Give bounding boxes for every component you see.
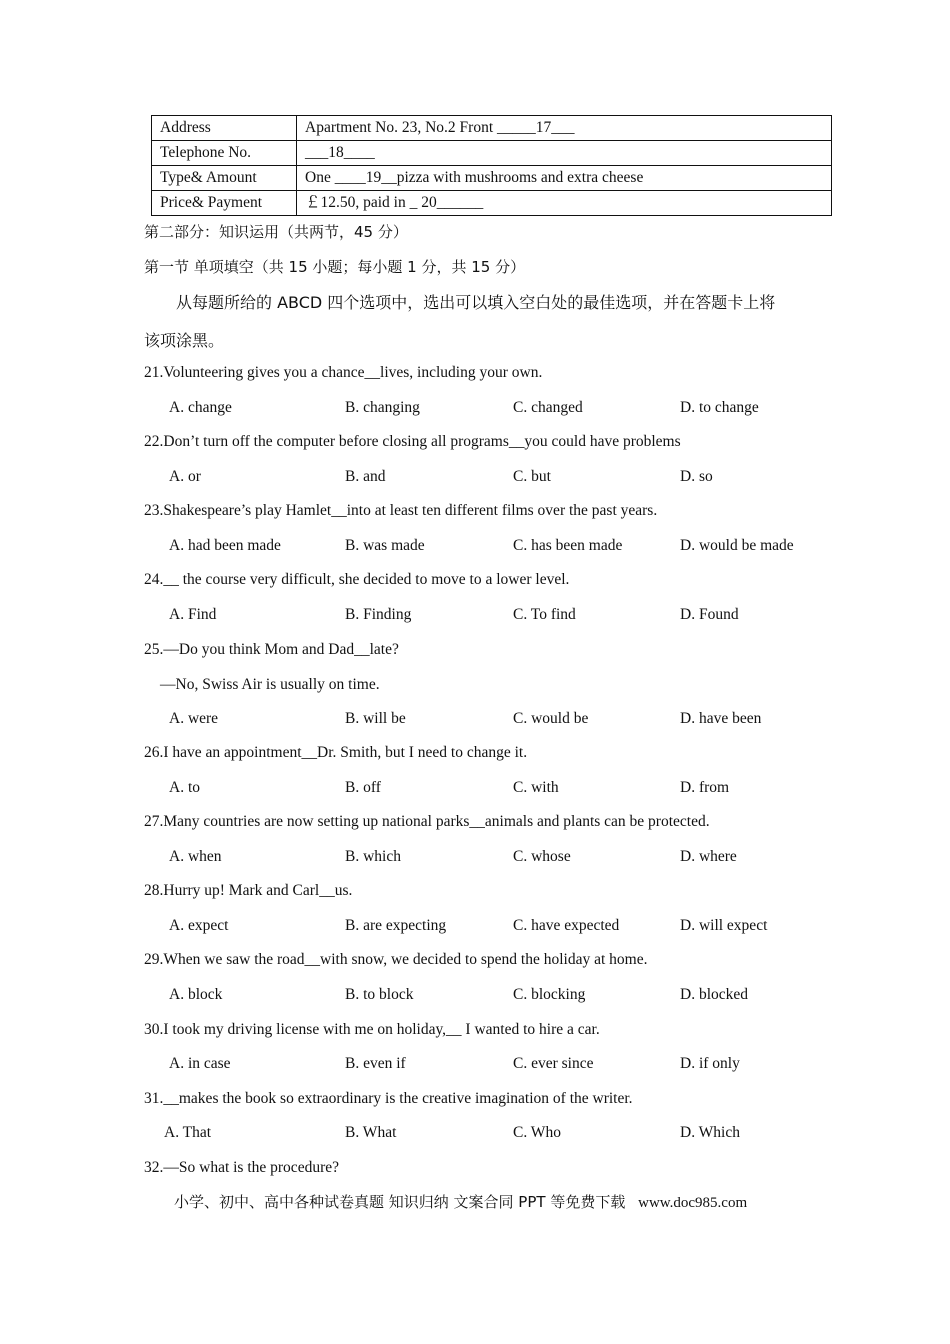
option-c: C. have expected <box>513 917 620 934</box>
option-a: A. Find <box>169 606 217 623</box>
option-b: B. are expecting <box>345 917 447 934</box>
row-label: Type& Amount <box>152 166 297 191</box>
question-26: 26.I have an appointment__Dr. Smith, but I need to change it. <box>144 744 528 761</box>
option-d: D. will expect <box>680 917 768 934</box>
option-d: D. Which <box>680 1124 740 1141</box>
table-row <box>152 141 832 166</box>
row-value: Apartment No. 23, No.2 Front _____17___ <box>297 116 832 141</box>
question-29: 29.When we saw the road__with snow, we decided to spend the holiday at home. <box>144 951 648 968</box>
option-c: C. To find <box>513 606 576 623</box>
question-25: 25.—Do you think Mom and Dad__late? <box>144 641 399 658</box>
row-label: Address <box>152 116 297 141</box>
row-value: One ____19__pizza with mushrooms and extra cheese <box>297 166 832 191</box>
option-b: B. even if <box>345 1055 406 1072</box>
option-d: D. where <box>680 848 737 865</box>
table-row <box>152 191 832 216</box>
instruction-line-1: 从每题所给的 ABCD 四个选项中，选出可以填入空白处的最佳选项，并在答题卡上将 <box>176 293 776 312</box>
question-22: 22.Don’t turn off the computer before closing all programs__you could have problems <box>144 433 681 450</box>
option-b: B. changing <box>345 399 420 416</box>
page-footer <box>174 1191 747 1212</box>
option-b: B. will be <box>345 710 406 727</box>
footer-text: 小学、初中、高中各种试卷真题 知识归纳 文案合同 PPT 等免费下载 <box>174 1193 626 1211</box>
section1-title: 第一节 单项填空（共 15 小题；每小题 1 分，共 15 分） <box>144 258 526 276</box>
table-row <box>152 166 832 191</box>
row-label: Price& Payment <box>152 191 297 216</box>
option-c: C. has been made <box>513 537 623 554</box>
option-a: A. to <box>169 779 200 796</box>
option-a: A. expect <box>169 917 229 934</box>
option-d: D. would be made <box>680 537 794 554</box>
option-b: B. What <box>345 1124 397 1141</box>
option-a: A. or <box>169 468 201 485</box>
order-form-table <box>151 115 832 216</box>
option-d: D. if only <box>680 1055 740 1072</box>
question-21: 21.Volunteering gives you a chance__lives, including your own. <box>144 364 543 381</box>
option-d: D. blocked <box>680 986 749 1003</box>
question-23: 23.Shakespeare’s play Hamlet__into at least ten different films over the past years. <box>144 502 658 519</box>
part2-title: 第二部分：知识运用（共两节，45 分） <box>144 223 408 241</box>
option-d: D. to change <box>680 399 759 416</box>
row-value: ___18____ <box>297 141 832 166</box>
option-c: C. blocking <box>513 986 586 1003</box>
table-row <box>152 116 832 141</box>
option-b: B. was made <box>345 537 425 554</box>
question-32: 32.—So what is the procedure? <box>144 1159 339 1176</box>
question-30: 30.I took my driving license with me on holiday,__ I wanted to hire a car. <box>144 1021 600 1038</box>
option-b: B. which <box>345 848 401 865</box>
option-c: C. ever since <box>513 1055 594 1072</box>
option-c: C. changed <box>513 399 583 416</box>
option-a: A. when <box>169 848 222 865</box>
option-a: A. in case <box>169 1055 231 1072</box>
option-d: D. Found <box>680 606 739 623</box>
instruction-line-2: 该项涂黑。 <box>144 331 225 350</box>
row-label: Telephone No. <box>152 141 297 166</box>
option-c: C. with <box>513 779 559 796</box>
option-c: C. but <box>513 468 551 485</box>
option-b: B. to block <box>345 986 414 1003</box>
option-b: B. Finding <box>345 606 412 623</box>
option-d: D. from <box>680 779 730 796</box>
option-c: C. Who <box>513 1124 561 1141</box>
option-c: C. whose <box>513 848 571 865</box>
option-a: A. That <box>164 1124 212 1141</box>
option-a: A. were <box>169 710 219 727</box>
question-24: 24.__ the course very difficult, she decided to move to a lower level. <box>144 571 570 588</box>
row-value: ￡12.50, paid in _ 20______ <box>297 191 832 216</box>
option-b: B. and <box>345 468 386 485</box>
question-28: 28.Hurry up! Mark and Carl__us. <box>144 882 353 899</box>
option-a: A. had been made <box>169 537 281 554</box>
question-27: 27.Many countries are now setting up national parks__animals and plants can be protected. <box>144 813 710 830</box>
question-25-reply: —No, Swiss Air is usually on time. <box>160 676 380 693</box>
option-d: D. have been <box>680 710 762 727</box>
option-d: D. so <box>680 468 713 485</box>
option-a: A. block <box>169 986 223 1003</box>
question-31: 31.__makes the book so extraordinary is the creative imagination of the writer. <box>144 1090 633 1107</box>
footer-url: www.doc985.com <box>638 1195 748 1211</box>
option-b: B. off <box>345 779 381 796</box>
option-a: A. change <box>169 399 232 416</box>
option-c: C. would be <box>513 710 589 727</box>
